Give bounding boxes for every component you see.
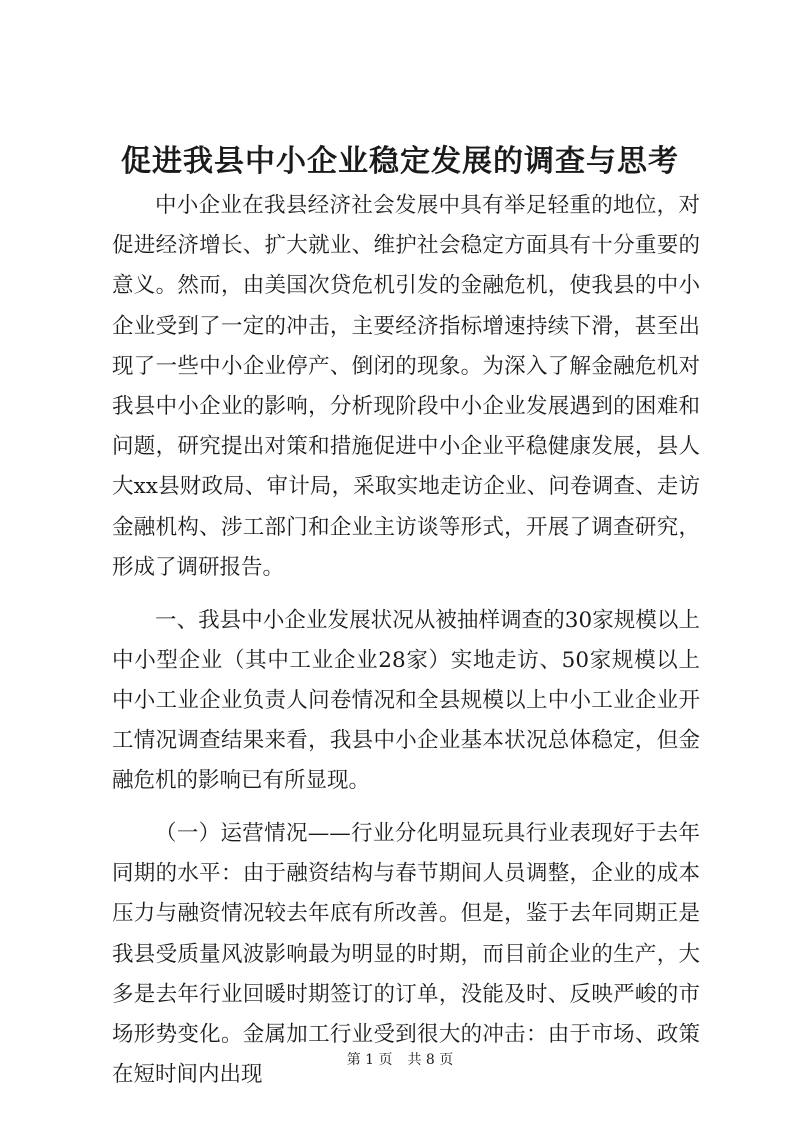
page-footer: [0, 1050, 800, 1070]
document-title: 促进我县中小企业稳定发展的调查与思考: [121, 144, 679, 179]
paragraph-intro: 中小企业在我县经济社会发展中具有举足轻重的地位，对促进经济增长、扩大就业、维护社会稳定方面具有十分重要的意义。然而，由美国次贷危机引发的金融危机，使我县的中小企业受到了一定的冲击，主要经济指标增速持续下滑，甚至出现了一些中小企业停产、倒闭的现象。为深入了解金融危机对我县中小企业的影响，分析现阶段中小企业发展遇到的困难和问题，研究提出对策和措施促进中小企业平稳健康发展，县人大xx县财政局、审计局，采取实地走访企业、问卷调查、走访金融机构、涉工部门和企业主访谈等形式，开展了调查研究，形成了调研报告。: [112, 193, 700, 580]
page-total: 共 8 页: [407, 1052, 454, 1068]
paragraph-subsection-one: （一）运营情况——行业分化明显玩具行业表现好于去年同期的水平：由于融资结构与春节期间人员调整，企业的成本压力与融资情况较去年底有所改善。但是，鉴于去年同期正是我县受质量风波影响最为明显的时期，而目前企业的生产，大多是去年行业回暖时期签订的订单，没能及时、反映严峻的市场形势变化。金属加工行业受到很大的冲击：由于市场、政策在短时间内出现: [112, 821, 700, 1088]
page-number: 第 1 页: [346, 1052, 393, 1068]
paragraph-section-one: 一、我县中小企业发展状况从被抽样调查的30家规模以上中小型企业（其中工业企业28家）实地走访、50家规模以上中小工业企业负责人问卷情况和全县规模以上中小工业企业开工情况调查结果来看，我县中小企业基本状况总体稳定，但金融危机的影响已有所显现。: [112, 607, 700, 794]
document-body: [112, 186, 700, 1108]
